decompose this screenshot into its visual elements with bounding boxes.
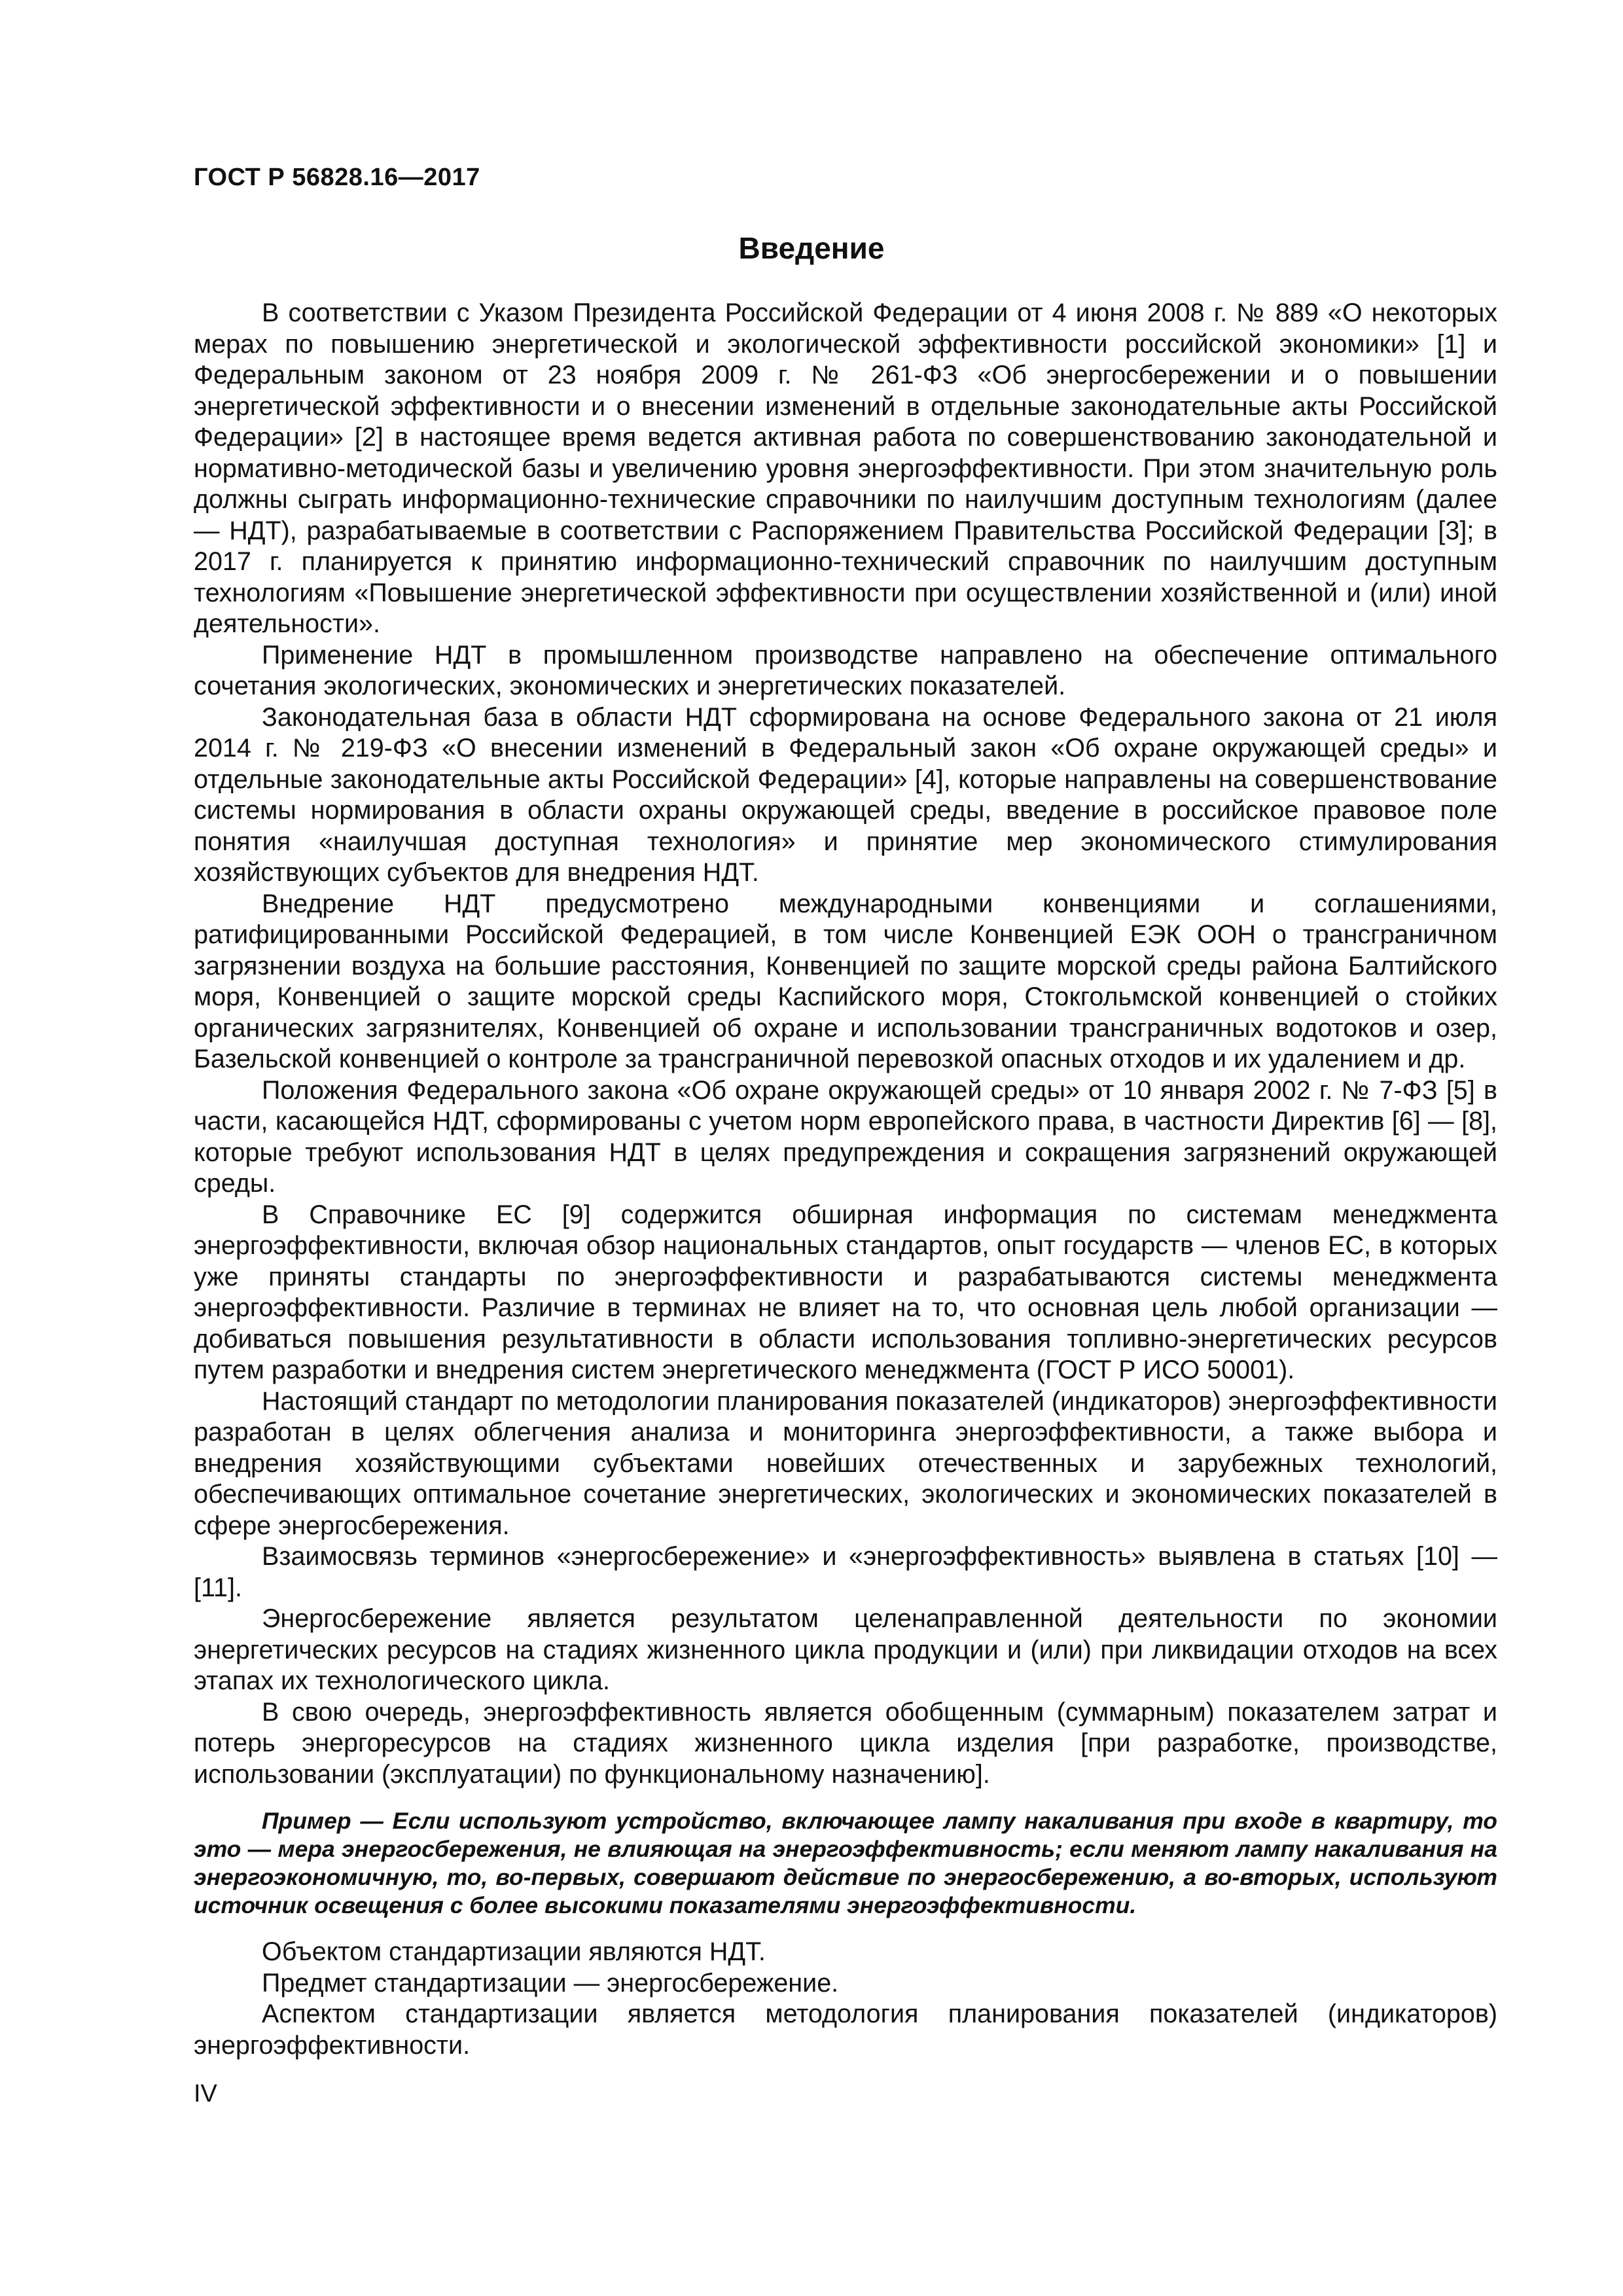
paragraph: Аспектом стандартизации является методология планирования показателей (индикаторов) энергоэффективности. <box>194 2000 1497 2060</box>
paragraph: Предмет стандартизации — энергосбережение. <box>262 1968 839 1998</box>
paragraph: В свою очередь, энергоэффективность является обобщенным (суммарным) показателем затрат и потерь энергоресурсов на стадиях жизненного цикла изделия [при разработке, производстве, использовании (эксплуатации) по функциональному назначению]. <box>194 1697 1497 1789</box>
paragraph: Настоящий стандарт по методологии планирования показателей (индикаторов) энергоэффективности разработан в целях облегчения анализа и мониторинга энергоэффективности, а также выбора и внедрения хозяйствующими субъектами новейших отечественных и зарубежных технологий, обеспечивающих оптимальное сочетание энергетических, экологических и экономических показателей в сфере энергосбережения. <box>194 1386 1497 1540</box>
paragraph: Объектом стандартизации являются НДТ. <box>262 1937 766 1966</box>
paragraph: В соответствии с Указом Президента Российской Федерации от 4 июня 2008 г. № 889 «О некоторых мерах по повышению энергетической и экологической эффективности российской экономики» [1] и Федеральным законом от 23 ноября 2009 г. № 261-ФЗ «Об энергосбережении и о повышении энергетической эффективности и о внесении изменений в отдельные законодательные акты Российской Федерации» [2] в настоящее время ведется активная работа по совершенствованию законодательной и нормативно-методической базы и увеличению уровня энергоэффективности. При этом значительную роль должны сыграть информационно-технические справочники по наилучшим доступным технологиям (далее — НДТ), разрабатываемые в соответствии с Распоряжением Правительства Российской Федерации [3]; в 2017 г. планируется к принятию информационно-технический справочник по наилучшим доступным технологиям «Повышение энергетической эффективности при осуществлении хозяйственной и (или) иной деятельности». <box>194 298 1497 638</box>
page-number: IV <box>194 2080 217 2108</box>
paragraph: Законодательная база в области НДТ сформирована на основе Федерального закона от 21 июля 2014 г. № 219-ФЗ «О внесении изменений в Федеральный закон «Об охране окружающей среды» и отдельные законодательные акты Российской Федерации» [4], которые направлены на совершенствование системы нормирования в области охраны окружающей среды, введение в российское правовое поле понятия «наилучшая доступная технология» и принятие мер экономического стимулирования хозяйствующих субъектов для внедрения НДТ. <box>194 702 1497 887</box>
document-body <box>194 298 1497 2061</box>
paragraph: Положения Федерального закона «Об охране окружающей среды» от 10 января 2002 г. № 7-ФЗ [5] в части, касающейся НДТ, сформированы с учетом норм европейского права, в частности Директив [6] — [8], которые требуют использования НДТ в целях предупреждения и сокращения загрязнений окружающей среды. <box>194 1075 1497 1198</box>
paragraph: В Справочнике ЕС [9] содержится обширная информация по системам менеджмента энергоэффективности, включая обзор национальных стандартов, опыт государств — членов ЕС, в которых уже приняты стандарты по энергоэффективности и разрабатываются системы менеджмента энергоэффективности. Различие в терминах не влияет на то, что основная цель любой организации — добиваться повышения результативности в области использования топливно-энергетических ресурсов путем разработки и внедрения систем энергетического менеджмента (ГОСТ Р ИСО 50001). <box>194 1200 1497 1384</box>
section-title: Введение <box>738 231 885 265</box>
paragraph: Энергосбережение является результатом целенаправленной деятельности по экономии энергетических ресурсов на стадиях жизненного цикла продукции и (или) при ликвидации отходов на всех этапах их технологического цикла. <box>194 1604 1497 1695</box>
paragraph: Взаимосвязь терминов «энергосбережение» и «энергоэффективность» выявлена в статьях [10] — [11]. <box>194 1542 1497 1602</box>
example-note: Пример — Если используют устройство, включающее лампу накаливания при входе в квартиру, то это — мера энергосбережения, не влияющая на энергоэффективность; если меняют лампу накаливания на энергоэкономичную, то, во-первых, совершают действие по энергосбережению, а во-вторых, используют источник освещения с более высокими показателями энергоэффективности. <box>194 1808 1497 1918</box>
paragraph: Применение НДТ в промышленном производстве направлено на обеспечение оптимального сочетания экологических, экономических и энергетических показателей. <box>194 640 1497 700</box>
document-code-header: ГОСТ Р 56828.16—2017 <box>194 164 480 191</box>
paragraph: Внедрение НДТ предусмотрено международными конвенциями и соглашениями, ратифицированными Российской Федерацией, в том числе Конвенцией ЕЭК ООН о трансграничном загрязнении воздуха на большие расстояния, Конвенцией по защите морской среды района Балтийского моря, Конвенцией о защите морской среды Каспийского моря, Стокгольмской конвенцией о стойких органических загрязнителях, Конвенцией об охране и использовании трансграничных водотоков и озер, Базельской конвенцией о контроле за трансграничной перевозкой опасных отходов и их удалением и др. <box>194 889 1497 1073</box>
